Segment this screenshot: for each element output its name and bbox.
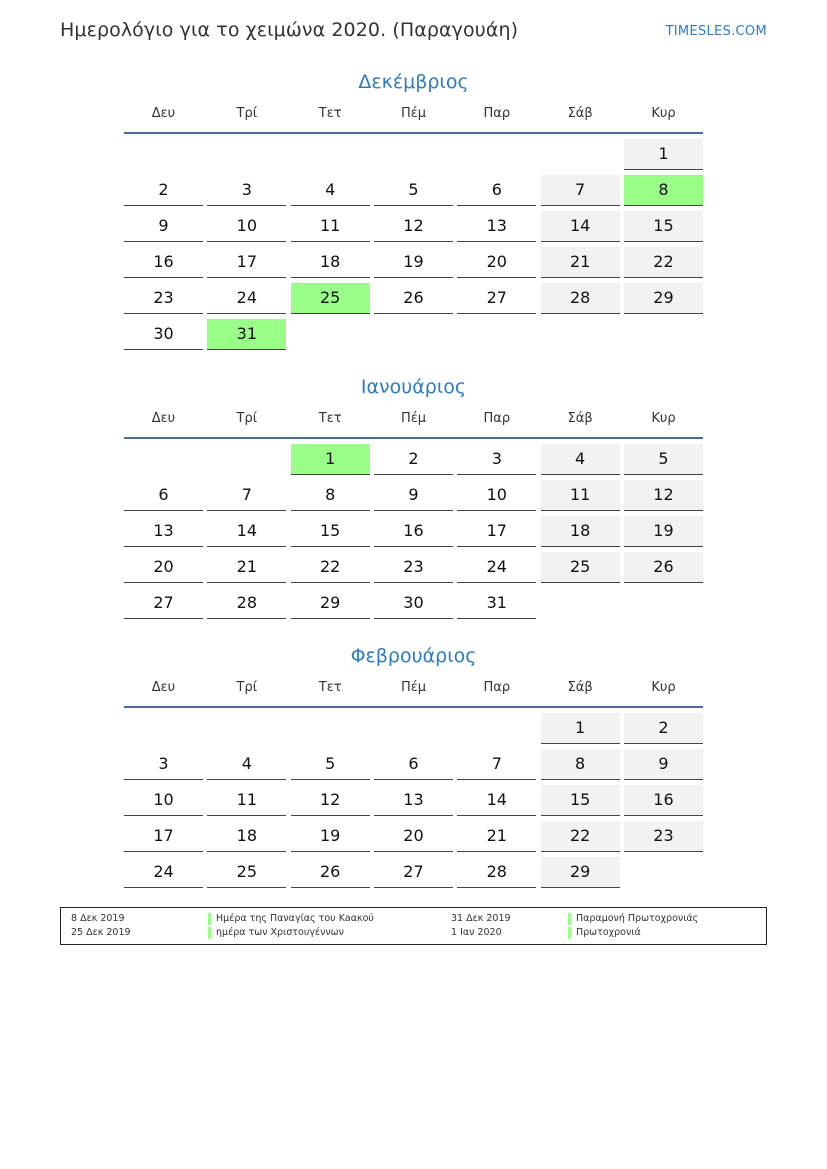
day-cell: 25: [541, 552, 620, 583]
legend-holiday-name: Παραμονή Πρωτοχρονιάς: [568, 913, 698, 925]
day-cell: 5: [624, 444, 703, 475]
day-cell: 15: [541, 785, 620, 816]
month-february: [124, 643, 703, 888]
day-cell: 17: [124, 821, 203, 852]
day-cell: 17: [457, 516, 536, 547]
day-cell: 28: [207, 588, 286, 619]
empty-cell: [374, 713, 453, 744]
day-cell: 29: [624, 283, 703, 314]
day-cell: 24: [457, 552, 536, 583]
day-cell: 22: [291, 552, 370, 583]
day-cell: 9: [124, 211, 203, 242]
legend-holiday-name: ημέρα των Χριστουγέννων: [208, 927, 344, 939]
weekday-label: Κυρ: [651, 106, 676, 121]
weekday-label: Τετ: [318, 680, 342, 695]
weekday-label: Τρί: [236, 680, 258, 695]
day-cell: 26: [374, 283, 453, 314]
empty-cell: [207, 139, 286, 170]
day-cell: 1: [291, 444, 370, 475]
day-cell: 16: [624, 785, 703, 816]
day-cell: 8: [541, 749, 620, 780]
month-title: Φεβρουάριος: [350, 645, 477, 667]
weekday-label: Δευ: [151, 680, 176, 695]
day-cell: 4: [291, 175, 370, 206]
empty-cell: [124, 444, 203, 475]
day-cell: 4: [541, 444, 620, 475]
weekday-header: [124, 678, 703, 708]
weekday-label: Πέμ: [400, 680, 427, 695]
empty-cell: [291, 713, 370, 744]
weekday-label: Κυρ: [651, 411, 676, 426]
empty-cell: [457, 713, 536, 744]
day-cell: 26: [291, 857, 370, 888]
day-cell: 13: [457, 211, 536, 242]
day-cell: 24: [207, 283, 286, 314]
day-cell: 11: [541, 480, 620, 511]
holiday-legend: [60, 907, 767, 945]
day-cell: 25: [207, 857, 286, 888]
day-cell: 19: [374, 247, 453, 278]
day-cell: 25: [291, 283, 370, 314]
weekday-label: Τετ: [318, 411, 342, 426]
day-cell: 29: [541, 857, 620, 888]
day-cell: 6: [374, 749, 453, 780]
day-cell: 16: [124, 247, 203, 278]
weekday-label: Παρ: [483, 106, 511, 121]
weekday-label: Πέμ: [400, 106, 427, 121]
day-cell: 8: [291, 480, 370, 511]
day-cell: 23: [624, 821, 703, 852]
brand-logo-text[interactable]: TIMESLES.COM: [665, 24, 767, 39]
weekday-label: Τρί: [236, 411, 258, 426]
day-cell: 30: [124, 319, 203, 350]
month-december: [124, 69, 703, 350]
day-cell: 5: [374, 175, 453, 206]
day-cell: 7: [207, 480, 286, 511]
day-cell: 21: [207, 552, 286, 583]
day-cell: 24: [124, 857, 203, 888]
empty-cell: [207, 713, 286, 744]
legend-holiday-name: Πρωτοχρονιά: [568, 927, 641, 939]
empty-cell: [457, 139, 536, 170]
empty-cell: [541, 139, 620, 170]
day-cell: 26: [624, 552, 703, 583]
empty-cell: [207, 444, 286, 475]
day-cell: 21: [541, 247, 620, 278]
day-cell: 31: [207, 319, 286, 350]
month-january: [124, 374, 703, 619]
day-cell: 21: [457, 821, 536, 852]
month-title: Δεκέμβριος: [358, 71, 469, 93]
day-cell: 1: [541, 713, 620, 744]
day-grid: [124, 444, 703, 619]
day-cell: 1: [624, 139, 703, 170]
legend-holiday-name: Ημέρα της Παναγίας του Κaακού: [208, 913, 374, 925]
legend-date: 25 Δεκ 2019: [71, 927, 131, 938]
day-cell: 19: [624, 516, 703, 547]
day-cell: 13: [374, 785, 453, 816]
day-cell: 2: [124, 175, 203, 206]
day-cell: 6: [457, 175, 536, 206]
weekday-header: [124, 409, 703, 439]
day-cell: 27: [457, 283, 536, 314]
weekday-label: Τετ: [318, 106, 342, 121]
empty-cell: [291, 139, 370, 170]
day-cell: 14: [541, 211, 620, 242]
day-cell: 3: [457, 444, 536, 475]
weekday-label: Κυρ: [651, 680, 676, 695]
day-cell: 14: [457, 785, 536, 816]
day-cell: 20: [374, 821, 453, 852]
weekday-label: Σάβ: [567, 106, 593, 121]
day-cell: 29: [291, 588, 370, 619]
day-cell: 9: [374, 480, 453, 511]
day-cell: 28: [457, 857, 536, 888]
day-cell: 27: [374, 857, 453, 888]
day-cell: 10: [124, 785, 203, 816]
day-grid: [124, 713, 703, 888]
day-cell: 12: [624, 480, 703, 511]
day-cell: 7: [541, 175, 620, 206]
day-cell: 11: [291, 211, 370, 242]
weekday-label: Δευ: [151, 106, 176, 121]
legend-date: 8 Δεκ 2019: [71, 913, 125, 924]
empty-cell: [374, 139, 453, 170]
weekday-label: Δευ: [151, 411, 176, 426]
day-cell: 20: [124, 552, 203, 583]
day-cell: 3: [207, 175, 286, 206]
day-cell: 23: [374, 552, 453, 583]
day-cell: 2: [374, 444, 453, 475]
day-cell: 14: [207, 516, 286, 547]
day-cell: 31: [457, 588, 536, 619]
day-cell: 20: [457, 247, 536, 278]
weekday-header: [124, 104, 703, 134]
weekday-label: Παρ: [483, 411, 511, 426]
day-cell: 10: [457, 480, 536, 511]
day-cell: 22: [541, 821, 620, 852]
page-title: Ημερολόγιο για το χειμώνα 2020. (Παραγουάη): [60, 19, 519, 41]
day-cell: 2: [624, 713, 703, 744]
weekday-label: Σάβ: [567, 411, 593, 426]
day-cell: 28: [541, 283, 620, 314]
day-cell: 18: [291, 247, 370, 278]
weekday-label: Τρί: [236, 106, 258, 121]
day-grid: [124, 139, 703, 350]
empty-cell: [124, 713, 203, 744]
day-cell: 22: [624, 247, 703, 278]
day-cell: 19: [291, 821, 370, 852]
day-cell: 3: [124, 749, 203, 780]
day-cell: 7: [457, 749, 536, 780]
day-cell: 6: [124, 480, 203, 511]
day-cell: 18: [541, 516, 620, 547]
day-cell: 10: [207, 211, 286, 242]
day-cell: 13: [124, 516, 203, 547]
day-cell: 23: [124, 283, 203, 314]
day-cell: 15: [624, 211, 703, 242]
legend-date: 1 Ιαν 2020: [451, 927, 502, 938]
empty-cell: [124, 139, 203, 170]
day-cell: 8: [624, 175, 703, 206]
day-cell: 15: [291, 516, 370, 547]
month-title: Ιανουάριος: [360, 376, 467, 398]
weekday-label: Παρ: [483, 680, 511, 695]
day-cell: 12: [374, 211, 453, 242]
legend-date: 31 Δεκ 2019: [451, 913, 511, 924]
weekday-label: Σάβ: [567, 680, 593, 695]
day-cell: 12: [291, 785, 370, 816]
day-cell: 11: [207, 785, 286, 816]
day-cell: 17: [207, 247, 286, 278]
day-cell: 4: [207, 749, 286, 780]
day-cell: 27: [124, 588, 203, 619]
day-cell: 30: [374, 588, 453, 619]
day-cell: 18: [207, 821, 286, 852]
weekday-label: Πέμ: [400, 411, 427, 426]
day-cell: 9: [624, 749, 703, 780]
day-cell: 16: [374, 516, 453, 547]
day-cell: 5: [291, 749, 370, 780]
